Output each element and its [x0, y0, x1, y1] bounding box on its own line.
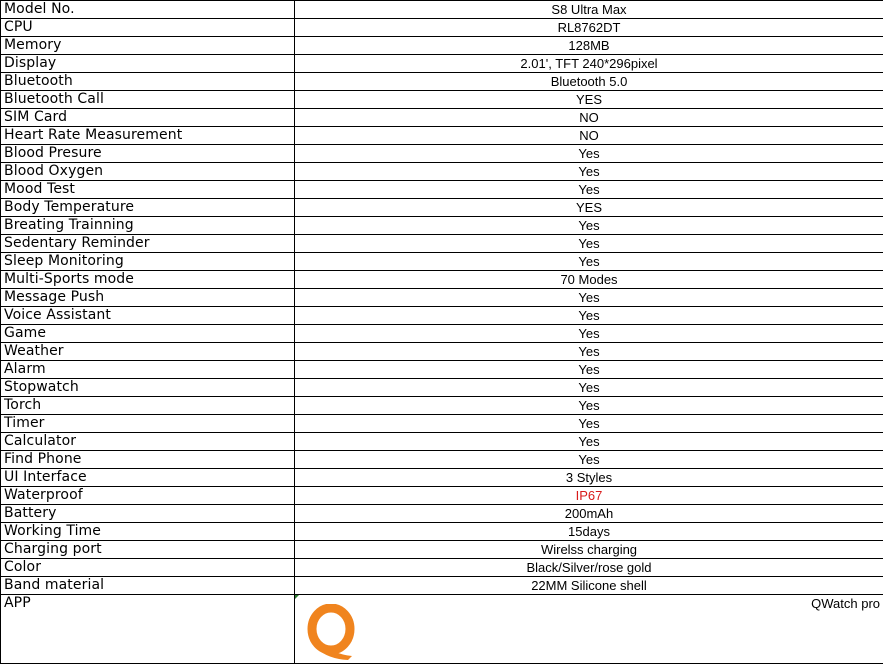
spec-row-battery: [1, 505, 883, 523]
spec-row-calculator: [1, 433, 883, 451]
spec-label: Multi-Sports mode: [1, 271, 295, 289]
spec-row-game: [1, 325, 883, 343]
spec-value: Yes: [295, 433, 883, 451]
spec-label: Blood Presure: [1, 145, 295, 163]
spec-label: Sedentary Reminder: [1, 235, 295, 253]
spec-value: NO: [295, 109, 883, 127]
spec-value: YES: [295, 199, 883, 217]
spec-value-highlight: IP67: [295, 487, 883, 505]
spec-row-alarm: [1, 361, 883, 379]
spec-label: Blood Oxygen: [1, 163, 295, 181]
spec-row-app: [1, 595, 883, 664]
spec-value: Yes: [295, 163, 883, 181]
spec-value: Yes: [295, 361, 883, 379]
spec-label: Stopwatch: [1, 379, 295, 397]
spec-value: Yes: [295, 253, 883, 271]
spec-label: SIM Card: [1, 109, 295, 127]
cell-comment-marker: [295, 595, 299, 599]
spec-value: 70 Modes: [295, 271, 883, 289]
spec-label: Weather: [1, 343, 295, 361]
qwatch-logo-icon: [302, 604, 360, 662]
spec-value: 3 Styles: [295, 469, 883, 487]
spec-label: Game: [1, 325, 295, 343]
spec-row-weather: [1, 343, 883, 361]
spec-row-multi-sports: [1, 271, 883, 289]
spec-row-blood-oxygen: [1, 163, 883, 181]
spec-value: Yes: [295, 325, 883, 343]
spec-value: 200mAh: [295, 505, 883, 523]
spec-label: Memory: [1, 37, 295, 55]
spec-value: 128MB: [295, 37, 883, 55]
spec-row-breathing-training: [1, 217, 883, 235]
spec-value: Yes: [295, 145, 883, 163]
spec-label: Bluetooth: [1, 73, 295, 91]
spec-value: Yes: [295, 307, 883, 325]
spec-label: Heart Rate Measurement: [1, 127, 295, 145]
app-name: QWatch pro: [811, 596, 880, 611]
spec-row-mood-test: [1, 181, 883, 199]
spec-label: Color: [1, 559, 295, 577]
spec-value: RL8762DT: [295, 19, 883, 37]
spec-value: Wirelss charging: [295, 541, 883, 559]
spec-value: Black/Silver/rose gold: [295, 559, 883, 577]
spec-label: Alarm: [1, 361, 295, 379]
spec-value: 15days: [295, 523, 883, 541]
spec-value: Yes: [295, 415, 883, 433]
spec-label: UI Interface: [1, 469, 295, 487]
spec-row-body-temperature: [1, 199, 883, 217]
spec-row-find-phone: [1, 451, 883, 469]
spec-row-torch: [1, 397, 883, 415]
spec-label: Timer: [1, 415, 295, 433]
spec-row-sedentary-reminder: [1, 235, 883, 253]
spec-label: Breating Trainning: [1, 217, 295, 235]
spec-row-ui-interface: [1, 469, 883, 487]
spec-row-bluetooth: [1, 73, 883, 91]
spec-value: Yes: [295, 289, 883, 307]
spec-value: 22MM Silicone shell: [295, 577, 883, 595]
spec-value: NO: [295, 127, 883, 145]
spec-value: Bluetooth 5.0: [295, 73, 883, 91]
spec-row-bluetooth-call: [1, 91, 883, 109]
spec-row-band-material: [1, 577, 883, 595]
spec-label: Torch: [1, 397, 295, 415]
spec-value: 2.01', TFT 240*296pixel: [295, 55, 883, 73]
spec-label: Body Temperature: [1, 199, 295, 217]
app-cell: [295, 595, 883, 664]
spec-row-blood-pressure: [1, 145, 883, 163]
spec-row-timer: [1, 415, 883, 433]
spec-row-working-time: [1, 523, 883, 541]
spec-label: Sleep Monitoring: [1, 253, 295, 271]
spec-value: Yes: [295, 217, 883, 235]
spec-value: Yes: [295, 397, 883, 415]
spec-row-display: [1, 55, 883, 73]
spec-row-model: [1, 1, 883, 19]
spec-label: Calculator: [1, 433, 295, 451]
spec-label: Bluetooth Call: [1, 91, 295, 109]
spec-label: Mood Test: [1, 181, 295, 199]
spec-row-color: [1, 559, 883, 577]
spec-label: Message Push: [1, 289, 295, 307]
spec-value: Yes: [295, 181, 883, 199]
spec-row-waterproof: [1, 487, 883, 505]
spec-label: Working Time: [1, 523, 295, 541]
spec-value: S8 Ultra Max: [295, 1, 883, 19]
spec-label: Band material: [1, 577, 295, 595]
spec-row-memory: [1, 37, 883, 55]
spec-label: Voice Assistant: [1, 307, 295, 325]
spec-label: [1, 595, 295, 664]
spec-value: Yes: [295, 343, 883, 361]
spec-value: Yes: [295, 235, 883, 253]
spec-row-heart-rate: [1, 127, 883, 145]
spec-row-cpu: [1, 19, 883, 37]
spec-value: Yes: [295, 451, 883, 469]
spec-value: YES: [295, 91, 883, 109]
spec-label: Display: [1, 55, 295, 73]
spec-value: Yes: [295, 379, 883, 397]
app-label: APP: [4, 595, 31, 611]
spec-row-charging-port: [1, 541, 883, 559]
spec-row-sim-card: [1, 109, 883, 127]
spec-row-voice-assistant: [1, 307, 883, 325]
spec-row-message-push: [1, 289, 883, 307]
spec-row-sleep-monitoring: [1, 253, 883, 271]
spec-label: Find Phone: [1, 451, 295, 469]
spec-label: Battery: [1, 505, 295, 523]
spec-label: Model No.: [1, 1, 295, 19]
spec-label: CPU: [1, 19, 295, 37]
spec-label: Waterproof: [1, 487, 295, 505]
spec-row-stopwatch: [1, 379, 883, 397]
spec-label: Charging port: [1, 541, 295, 559]
